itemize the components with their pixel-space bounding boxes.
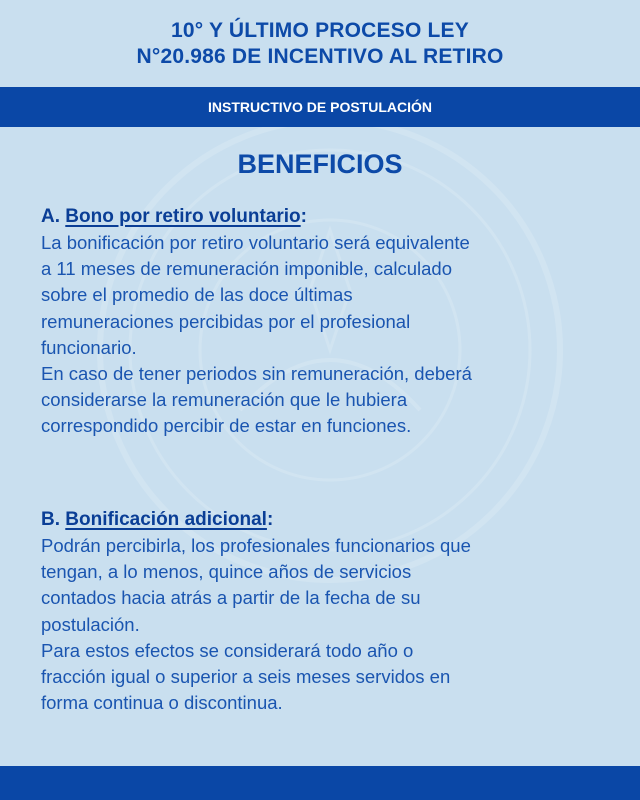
text-line: Para estos efectos se considerará todo año o — [41, 639, 414, 661]
text-line: Podrán percibirla, los profesionales funcionarios que — [41, 535, 471, 556]
text-line: funcionario. — [41, 336, 137, 358]
text-line: sobre el promedio de las doce últimas — [41, 284, 353, 306]
section-a — [41, 204, 611, 440]
section-a-title-text: Bono por retiro voluntario — [65, 206, 301, 227]
footer-bar — [0, 766, 640, 800]
text-line: fracción igual o superior a seis meses servidos en — [41, 666, 451, 688]
text-line: remuneraciones percibidas por el profesional — [41, 310, 411, 332]
title-line-1: 10° Y ÚLTIMO PROCESO LEY — [171, 19, 469, 42]
section-heading: BENEFICIOS — [237, 149, 403, 179]
section-b-colon: : — [266, 509, 274, 530]
section-b-paragraph-1 — [41, 533, 611, 638]
section-b-title — [41, 507, 611, 533]
section-a-title — [41, 204, 611, 230]
text-line: La bonificación por retiro voluntario será equivalente — [41, 232, 470, 253]
text-line: considerarse la remuneración que le hubiera — [41, 389, 408, 411]
text-line: a 11 meses de remuneración imponible, calculado — [41, 258, 453, 280]
section-b-letter: B. — [41, 509, 60, 530]
section-a-letter: A. — [41, 206, 60, 227]
page-title — [0, 18, 640, 70]
text-line: En caso de tener periodos sin remuneración, deberá — [41, 363, 472, 385]
section-a-colon: : — [300, 206, 307, 227]
text-line: tengan, a lo menos, quince años de servicios — [41, 561, 412, 583]
section-a-paragraph-1 — [41, 230, 611, 361]
text-line: correspondido percibir de estar en funciones. — [41, 415, 412, 437]
text-line: postulación. — [41, 613, 140, 635]
subtitle-text: INSTRUCTIVO DE POSTULACIÓN — [207, 99, 432, 115]
text-line: contados hacia atrás a partir de la fecha de su — [41, 587, 421, 609]
section-b — [41, 507, 611, 716]
subtitle-band — [0, 87, 640, 127]
section-b-paragraph-2 — [41, 638, 611, 717]
section-a-paragraph-2 — [41, 361, 611, 440]
title-line-2: N°20.986 DE INCENTIVO AL RETIRO — [136, 45, 504, 68]
section-b-title-text: Bonificación adicional — [65, 509, 267, 530]
text-line: forma continua o discontinua. — [41, 692, 283, 714]
